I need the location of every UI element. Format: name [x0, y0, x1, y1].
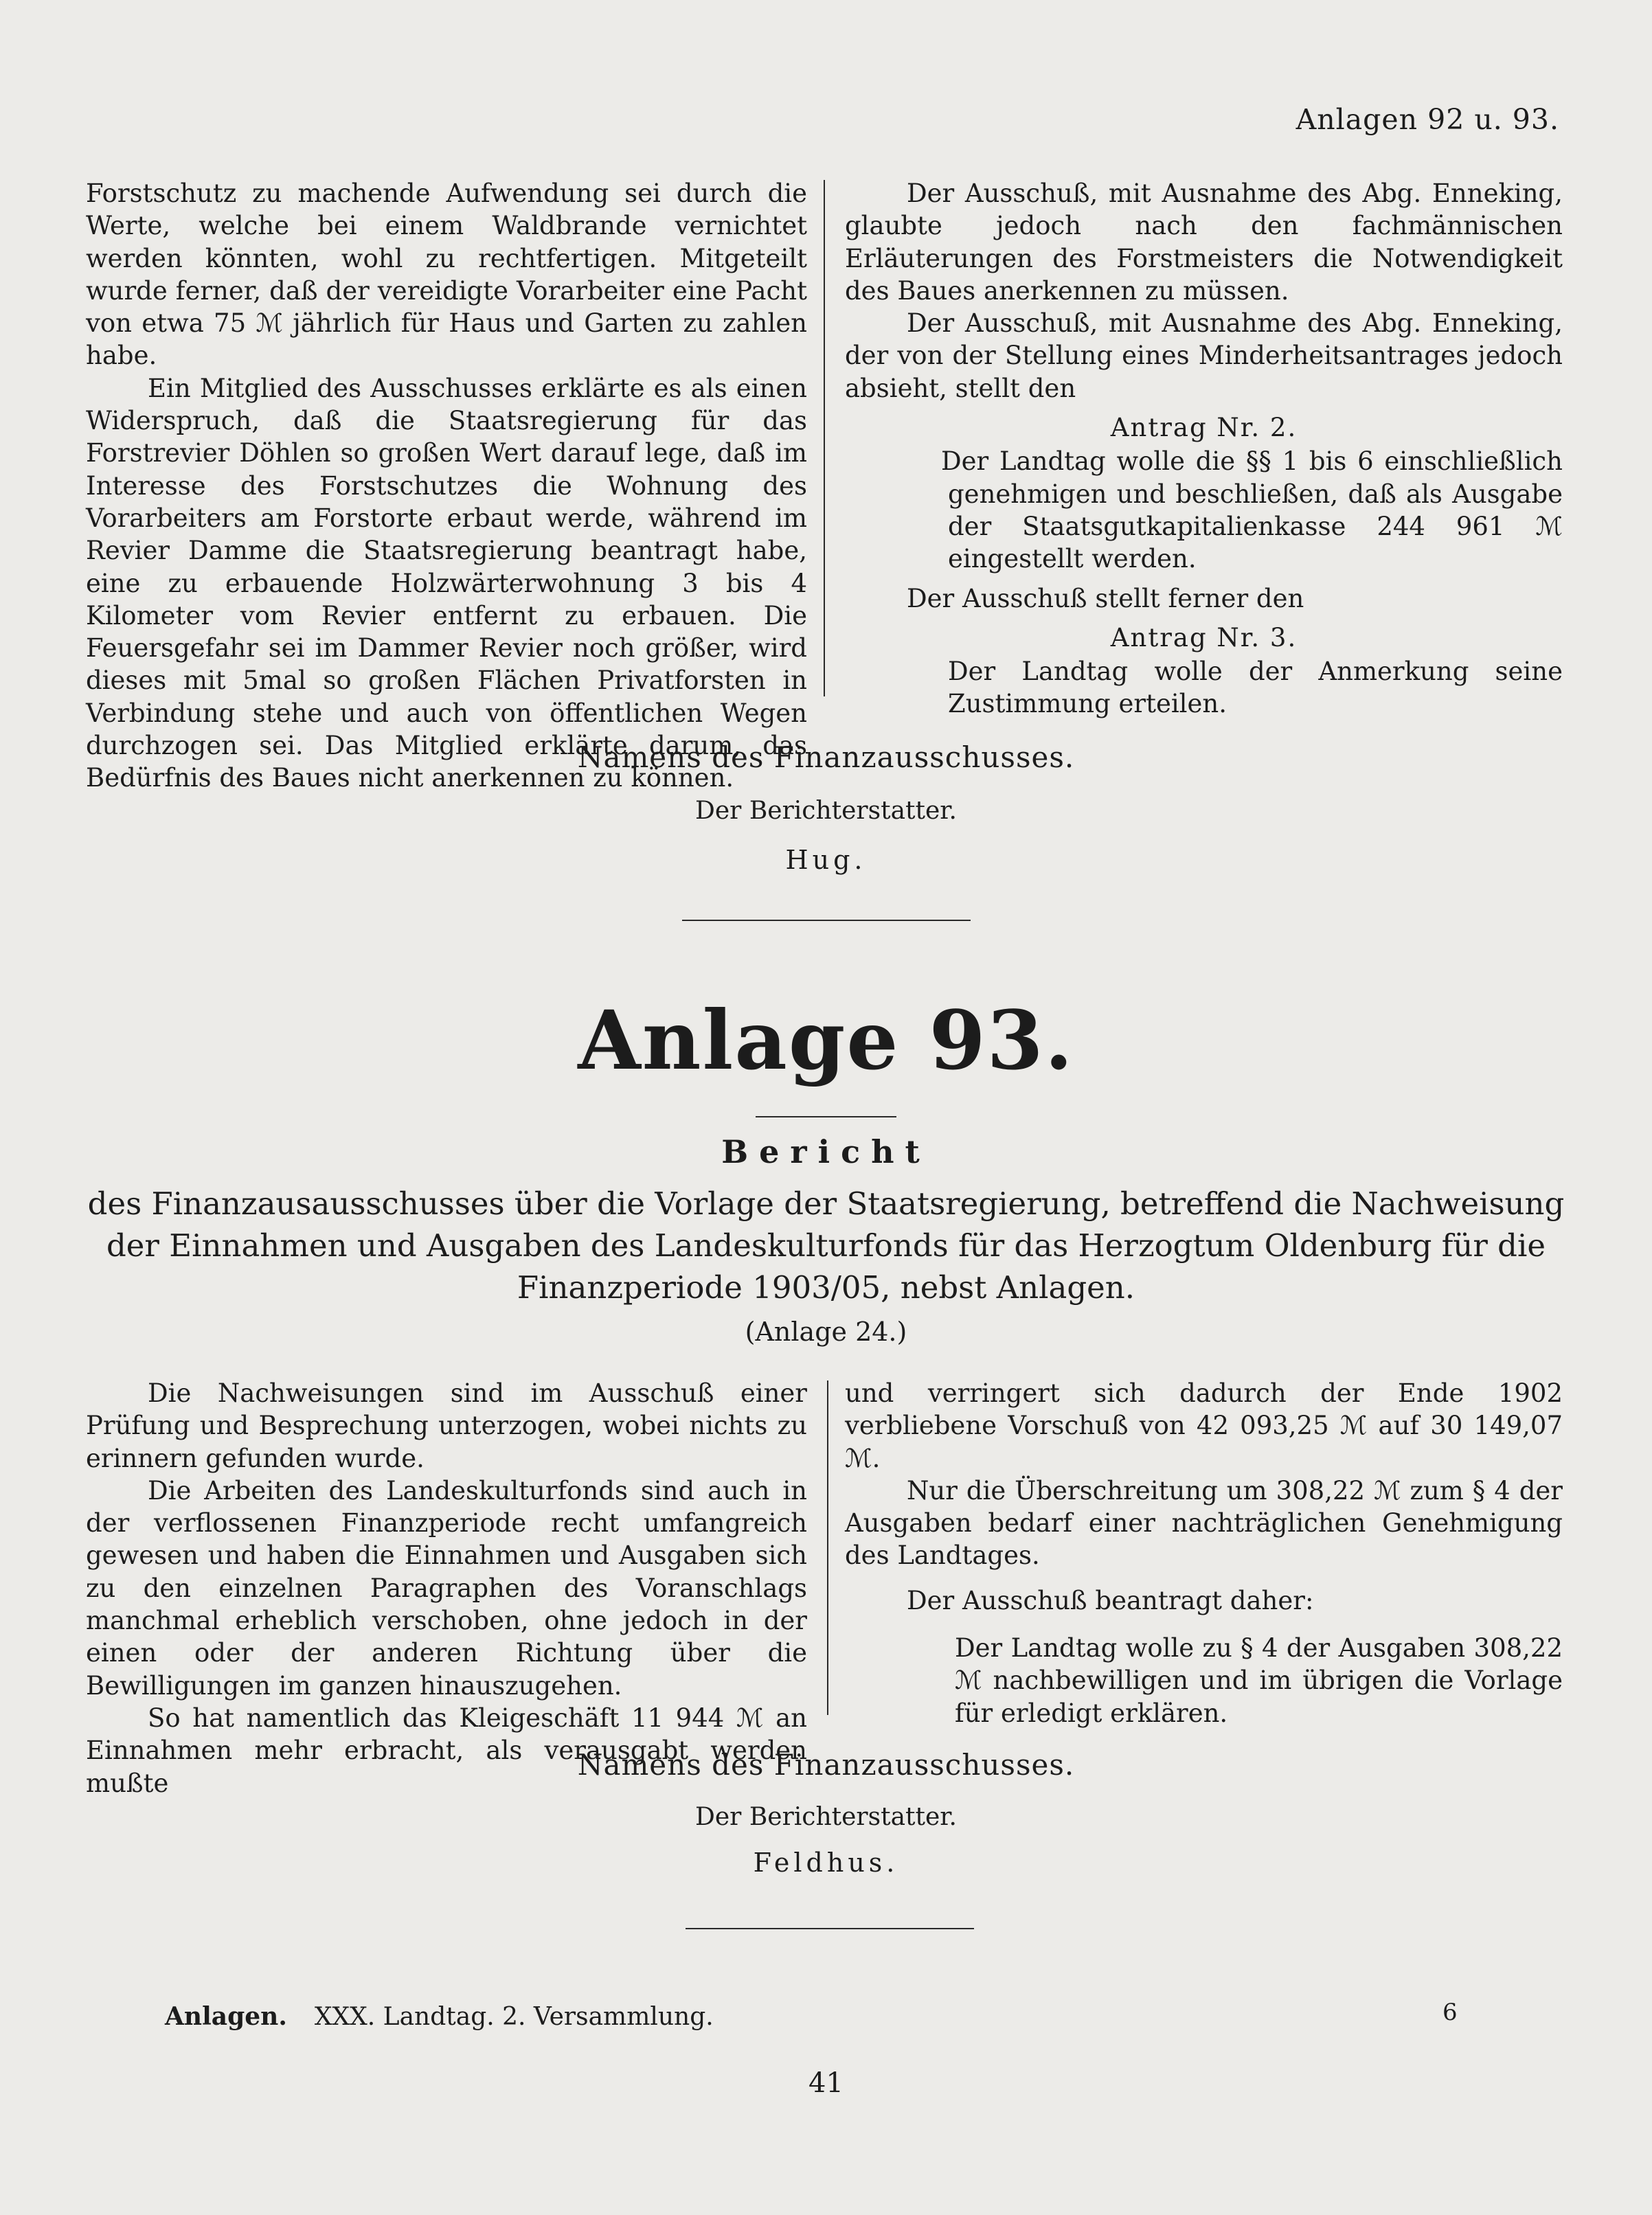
- footer-session: XXX. Landtag. 2. Versammlung.: [314, 2003, 714, 2031]
- anlage93-right-column: [845, 1377, 1563, 1729]
- bericht-title: Bericht: [721, 1133, 931, 1170]
- running-head: Anlagen 92 u. 93.: [1295, 103, 1559, 136]
- anlage93-right-paragraph-2: Nur die Überschreitung um 308,22 ℳ zum § 4 der Ausgaben bedarf einer nachträglichen Genehmigung des Landtages.: [845, 1475, 1563, 1571]
- antrag-2-title: Antrag Nr. 2.: [1110, 413, 1298, 443]
- antrag-3-title: Antrag Nr. 3.: [1110, 622, 1298, 652]
- top-left-column: [86, 177, 807, 795]
- anlage93-left-paragraph-3: So hat namentlich das Kleigeschäft 11 944 ℳ an Einnahmen mehr erbracht, als verausgabt werden mußte: [86, 1703, 807, 1798]
- top-right-paragraph-3: Der Ausschuß stellt ferner den: [907, 583, 1304, 613]
- bericht-reference: (Anlage 24.): [745, 1317, 907, 1347]
- top-right-column: [845, 177, 1563, 720]
- top-signer: Hug.: [785, 845, 867, 875]
- anlage93-left-paragraph-2: Die Arbeiten des Landeskulturfonds sind auch in der verflossenen Finanzperiode recht umfangreich gewesen und haben die Einnahmen und Ausgaben sich zu den einzelnen Paragraphen des Voranschlags manchmal erheblich verschoben, ohne jedoch in der einen oder der anderen Richtung über die Bewilligungen im ganzen hinauszugehen.: [86, 1475, 807, 1701]
- antrag-2-text: Der Landtag wolle die §§ 1 bis 6 einschließlich genehmigen und beschließen, daß als Ausgabe der Staatsgutkapitalienkasse 244 961 ℳ eingestellt werden.: [941, 446, 1563, 574]
- anlage93-left-paragraph-1: Die Nachweisungen sind im Ausschuß einer Prüfung und Besprechung unterzogen, wobei nichts zu erinnern gefunden wurde.: [86, 1378, 807, 1473]
- top-column-divider: [824, 180, 825, 696]
- page-number: 41: [808, 2067, 844, 2099]
- bericht-subtitle: des Finanzausausschusses über die Vorlage der Staatsregierung, betreffend die Nachweisung der Einnahmen und Ausgaben des Landeskulturfonds für das Herzogtum Oldenburg für die Finanzperiode 1903/05, nebst Anlagen.: [87, 1185, 1565, 1306]
- anlage-93-heading: Anlage 93.: [578, 992, 1074, 1088]
- top-right-paragraph-1: Der Ausschuß, mit Ausnahme des Abg. Enneking, glaubte jedoch nach den fachmännischen Erläuterungen des Forstmeisters die Notwendigkeit des Baues anerkennen zu müssen.: [845, 179, 1563, 306]
- top-right-paragraph-2: Der Ausschuß, mit Ausnahme des Abg. Enneking, der von der Stellung eines Minderheitsantrages jedoch absieht, stellt den: [845, 308, 1563, 403]
- top-left-paragraph-2: Ein Mitglied des Ausschusses erklärte es als einen Widerspruch, daß die Staatsregierung für das Forstrevier Döhlen so großen Wert darauf lege, daß im Interesse des Forstschutzes die Wohnung des Vorarbeiters am Forstorte erbaut werde, während im Revier Damme die Staatsregierung beantragt habe, eine zu erbauende Holzwärterwohnung 3 bis 4 Kilometer vom Revier entfernt zu erbauen. Die Feuersgefahr sei im Dammer Revier noch größer, wird dieses mit 5mal so großen Flächen Privatforsten in Verbindung stehe und auch von öffentlichen Wegen durchzogen sei. Das Mitglied erklärte darum, das Bedürfnis des Baues nicht anerkennen zu können.: [86, 373, 807, 793]
- footer-anlagen: Anlagen.: [165, 2002, 287, 2031]
- anlage93-signer: Feldhus.: [753, 1848, 899, 1878]
- anlage93-right-paragraph-1: und verringert sich dadurch der Ende 1902 verbliebene Vorschuß von 42 093,25 ℳ auf 30 149,07 ℳ.: [845, 1378, 1563, 1473]
- anlage93-left-column: [86, 1377, 807, 1799]
- heading-underline: [756, 1116, 896, 1117]
- section-divider-top: [682, 920, 971, 921]
- sheet-number: 6: [1442, 1999, 1458, 2026]
- top-namens-line: Namens des Finanzausschusses.: [577, 740, 1075, 774]
- anlage93-berichterstatter: Der Berichterstatter.: [695, 1803, 957, 1831]
- anlage93-namens-line: Namens des Finanzausschusses.: [577, 1748, 1075, 1782]
- footer-line: [165, 2002, 714, 2031]
- section-divider-bottom: [686, 1928, 974, 1929]
- anlage93-antrag-text: Der Landtag wolle zu § 4 der Ausgaben 308,22 ℳ nachbewilligen und im übrigen die Vorlage für erledigt erklären.: [955, 1633, 1563, 1728]
- top-berichterstatter: Der Berichterstatter.: [695, 797, 957, 825]
- anlage93-column-divider: [827, 1381, 828, 1715]
- top-left-paragraph-1: Forstschutz zu machende Aufwendung sei durch die Werte, welche bei einem Waldbrande vernichtet werden könnten, wohl zu rechtfertigen. Mitgeteilt wurde ferner, daß der vereidigte Vorarbeiter eine Pacht von etwa 75 ℳ jährlich für Haus und Garten zu zahlen habe.: [86, 179, 807, 371]
- antrag-3-text: Der Landtag wolle der Anmerkung seine Zustimmung erteilen.: [948, 657, 1563, 719]
- anlage93-right-paragraph-3: Der Ausschuß beantragt daher:: [907, 1585, 1314, 1615]
